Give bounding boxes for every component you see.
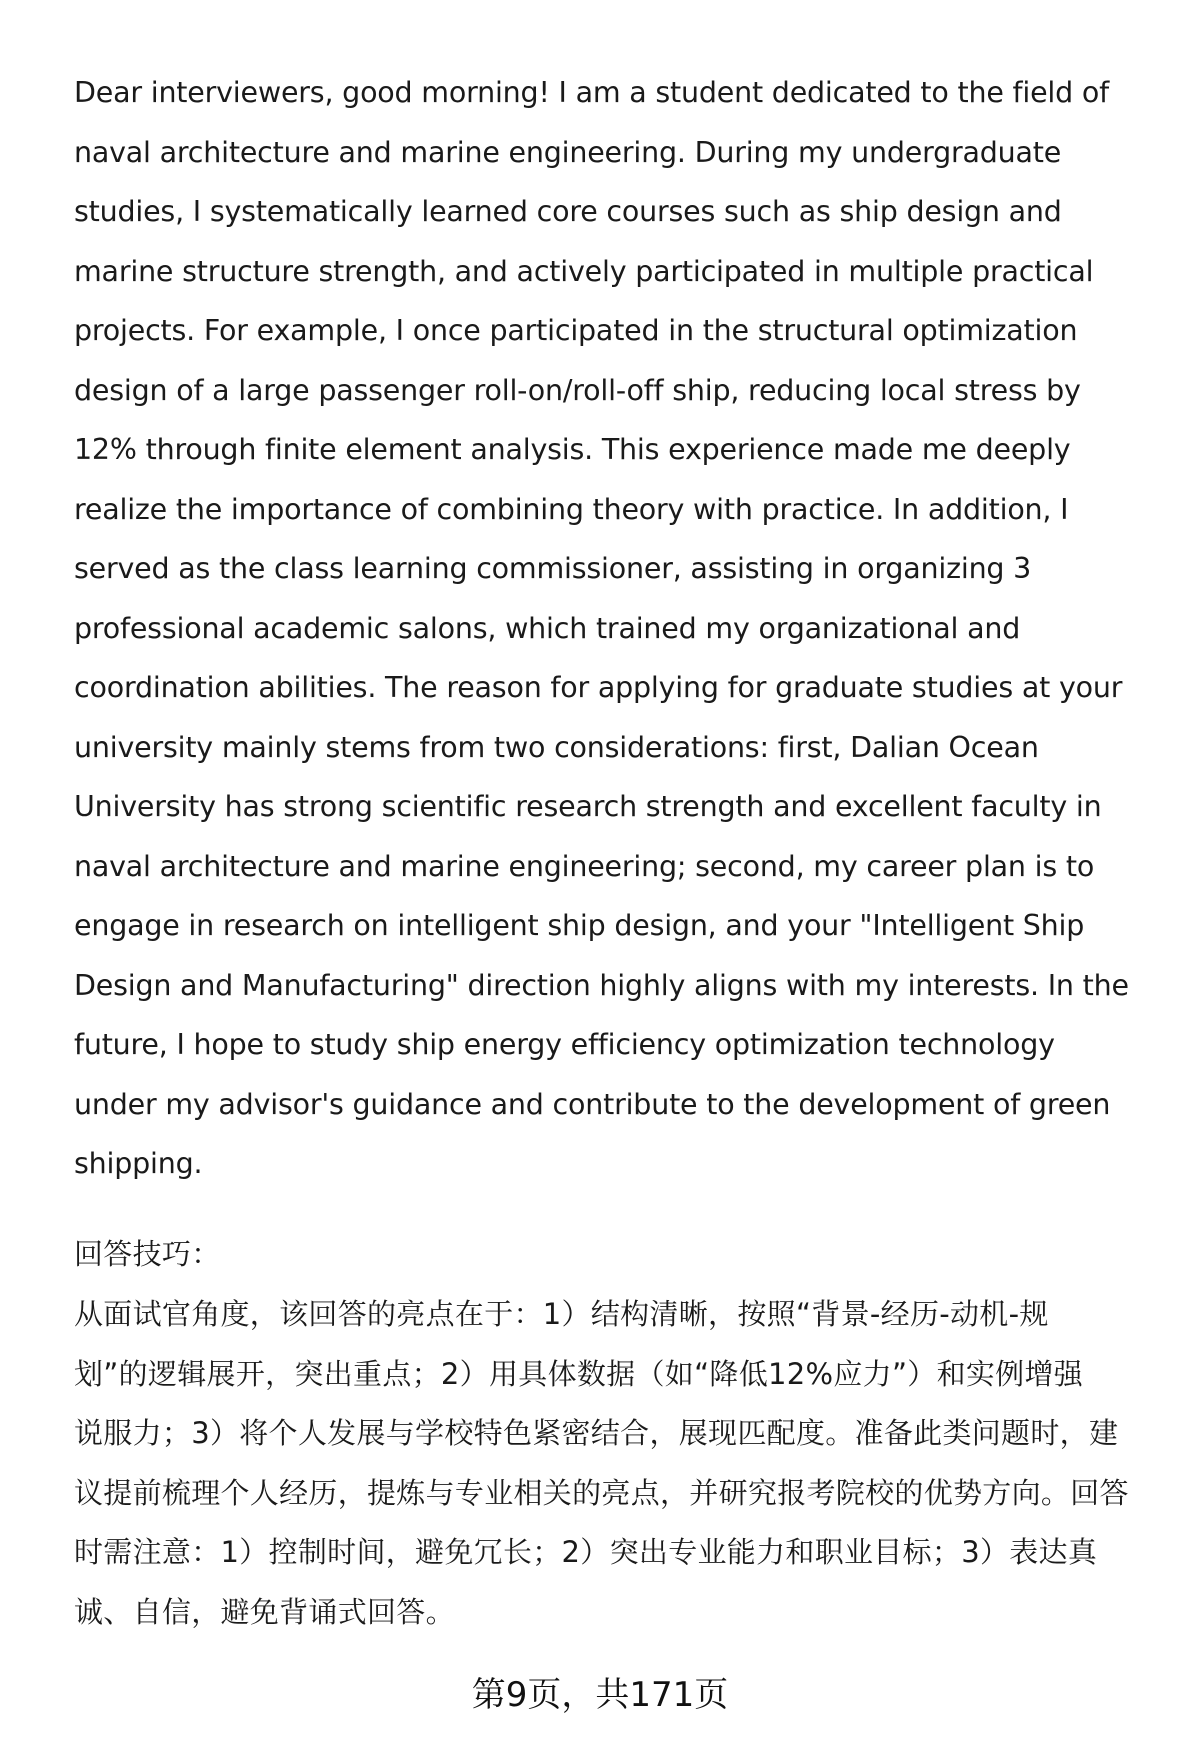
text-line: professional academic salons, which trained my organizational and — [74, 611, 1021, 645]
text-line: realize the importance of combining theory with practice. In addition, I — [74, 492, 1069, 526]
text-line: studies, I systematically learned core courses such as ship design and — [74, 195, 1062, 228]
page-number: 第9页，共171页 — [471, 1675, 729, 1715]
text-line: marine structure strength, and actively participated in multiple practical — [74, 254, 1094, 288]
text-line: naval architecture and marine engineering; second, my career plan is to — [74, 849, 1095, 883]
text-line: shipping. — [74, 1147, 203, 1180]
text-line: coordination abilities. The reason for applying for graduate studies at your — [74, 671, 1123, 704]
tips-heading — [74, 1225, 1154, 1285]
text-line: 议提前梳理个人经历，提炼与专业相关的亮点，并研究报考院校的优势方向。回答 — [74, 1475, 1129, 1510]
tips-paragraph — [74, 1285, 1154, 1642]
text-line: served as the class learning commissioner, assisting in organizing 3 — [74, 552, 1032, 585]
text-line: future, I hope to study ship energy efficiency optimization technology — [74, 1028, 1055, 1061]
text-line: 时需注意：1）控制时间，避免冗长；2）突出专业能力和职业目标；3）表达真 — [74, 1535, 1098, 1569]
text-line: 从面试官角度，该回答的亮点在于：1）结构清晰，按照“背景-经历-动机-规 — [74, 1297, 1049, 1331]
text-line: 诚、自信，避免背诵式回答。 — [74, 1594, 455, 1629]
text-line: Design and Manufacturing" direction highly aligns with my interests. In the — [74, 968, 1129, 1002]
text-line: 12% through finite element analysis. This experience made me deeply — [74, 433, 1071, 466]
text-line: 说服力；3）将个人发展与学校特色紧密结合，展现匹配度。准备此类问题时，建 — [74, 1416, 1119, 1450]
text-line: naval architecture and marine engineering. During my undergraduate — [74, 135, 1062, 169]
tips-heading-text: 回答技巧： — [74, 1237, 221, 1271]
text-line: university mainly stems from two considerations: first, Dalian Ocean — [74, 730, 1039, 764]
text-line: engage in research on intelligent ship design, and your "Intelligent Ship — [74, 909, 1085, 942]
text-line: design of a large passenger roll-on/roll-off ship, reducing local stress by — [74, 373, 1081, 407]
text-line: under my advisor's guidance and contribute to the development of green — [74, 1087, 1111, 1121]
text-line: projects. For example, I once participated in the structural optimization — [74, 314, 1078, 347]
answer-paragraph — [74, 63, 1154, 1194]
text-line: University has strong scientific research strength and excellent faculty in — [74, 790, 1102, 823]
text-line: 划”的逻辑展开，突出重点；2）用具体数据（如“降低12%应力”）和实例增强 — [74, 1356, 1084, 1391]
text-line: Dear interviewers, good morning! I am a student dedicated to the field of — [74, 76, 1109, 109]
